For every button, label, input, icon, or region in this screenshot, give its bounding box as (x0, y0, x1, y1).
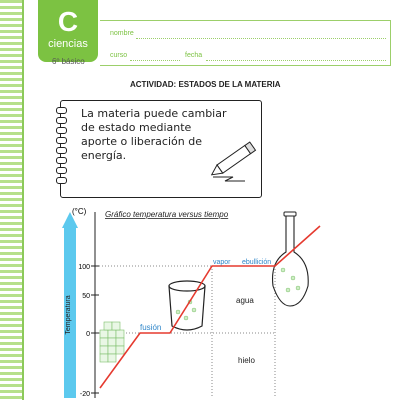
name-label: nombre (110, 30, 134, 37)
label-vapor: vapor (213, 259, 231, 266)
activity-title: ACTIVIDAD: ESTADOS DE LA MATERIA (130, 80, 281, 89)
y-axis-label: Temperatura (65, 295, 72, 335)
heating-curve (100, 226, 320, 388)
flask-illustration (273, 212, 309, 306)
label-fusion: fusión (140, 323, 162, 332)
y-axis-unit: (°C) (72, 207, 87, 216)
subject-name: ciencias (48, 38, 88, 50)
note-line: La materia puede cambiar (81, 107, 227, 120)
ice-cubes-illustration (100, 322, 124, 362)
course-label: curso (110, 52, 128, 59)
grade-label: 6º básico (52, 57, 85, 66)
label-agua: agua (236, 296, 254, 305)
subject-letter: C (57, 6, 79, 37)
graph-title: Gráfico temperatura versus tiempo (105, 210, 229, 219)
note-line: aporte o liberación de (81, 135, 202, 148)
y-tick-label: -20 (79, 391, 90, 398)
note-line: energía. (81, 149, 127, 162)
date-label: fecha (185, 52, 203, 59)
y-tick-label: 0 (86, 331, 90, 338)
y-tick-label: 100 (78, 264, 90, 271)
note-line: de estado mediante (81, 121, 192, 134)
y-tick-label: 50 (82, 293, 90, 300)
label-hielo: hielo (238, 356, 255, 365)
label-ebullicion: ebullición (242, 259, 272, 266)
